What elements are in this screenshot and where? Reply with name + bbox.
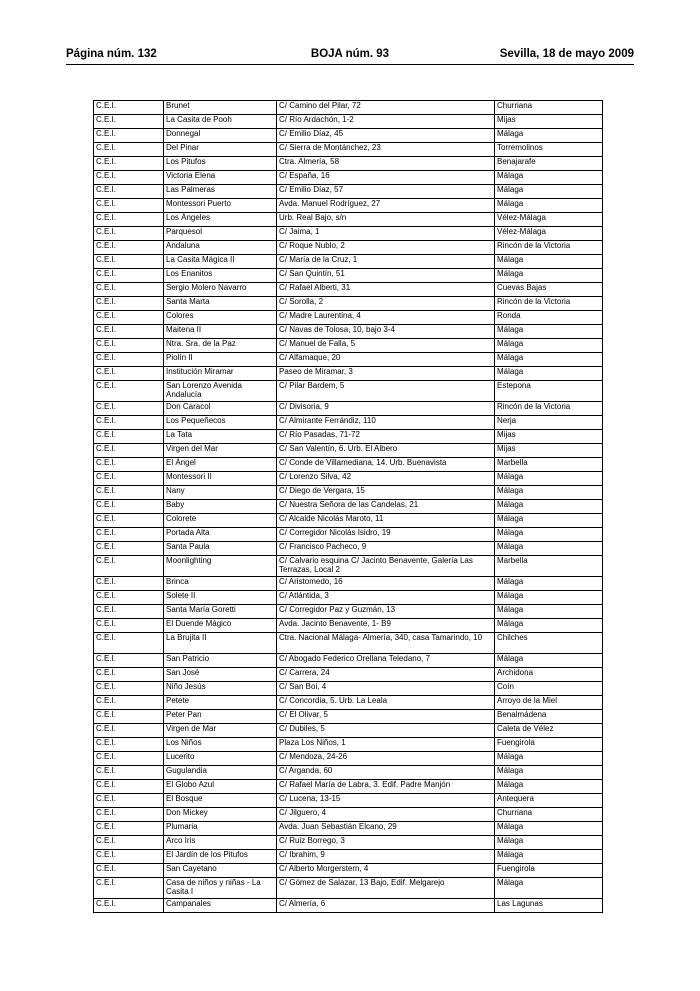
table-row (94, 822, 603, 836)
table-row (94, 458, 603, 472)
center-name-cell: Victoria Elena (164, 171, 277, 185)
center-name-cell: Arco Iris (164, 836, 277, 850)
center-locality-cell: Mijas (495, 430, 603, 444)
center-locality-cell: Málaga (495, 339, 603, 353)
center-type-cell: C.E.I. (94, 255, 164, 269)
center-locality-cell: Málaga (495, 850, 603, 864)
center-address-cell: Plaza Los Niños, 1 (277, 738, 495, 752)
center-locality-cell: Málaga (495, 780, 603, 794)
table-row (94, 668, 603, 682)
center-type-cell: C.E.I. (94, 850, 164, 864)
center-address-cell: C/ Manuel de Falla, 5 (277, 339, 495, 353)
center-locality-cell: Málaga (495, 528, 603, 542)
center-name-cell: El Duende Mágico (164, 619, 277, 633)
center-address-cell: C/ Gómez de Salazar, 13 Bajo, Edif. Melgarejo (277, 878, 495, 899)
center-address-cell: C/ Ibrahim, 9 (277, 850, 495, 864)
center-locality-cell: Málaga (495, 185, 603, 199)
center-address-cell: C/ España, 16 (277, 171, 495, 185)
center-locality-cell: Málaga (495, 472, 603, 486)
table-row (94, 682, 603, 696)
center-name-cell: La Brujita II (164, 633, 277, 654)
table-row (94, 591, 603, 605)
center-locality-cell: Málaga (495, 654, 603, 668)
table-row (94, 836, 603, 850)
center-type-cell: C.E.I. (94, 514, 164, 528)
table-row (94, 129, 603, 143)
table-row (94, 808, 603, 822)
center-name-cell: El Globo Azul (164, 780, 277, 794)
center-address-cell: C/ Corregidor Nicolás Isidro, 19 (277, 528, 495, 542)
center-type-cell: C.E.I. (94, 822, 164, 836)
center-name-cell: Los Pequeñecos (164, 416, 277, 430)
center-type-cell: C.E.I. (94, 500, 164, 514)
center-address-cell: C/ Almirante Ferrándiz, 110 (277, 416, 495, 430)
center-locality-cell: Málaga (495, 766, 603, 780)
center-type-cell: C.E.I. (94, 794, 164, 808)
table-row (94, 143, 603, 157)
table-row (94, 339, 603, 353)
table-row (94, 542, 603, 556)
center-type-cell: C.E.I. (94, 556, 164, 577)
center-locality-cell: Málaga (495, 542, 603, 556)
center-locality-cell: Vélez-Málaga (495, 227, 603, 241)
table-row (94, 472, 603, 486)
center-locality-cell: Málaga (495, 591, 603, 605)
center-type-cell: C.E.I. (94, 297, 164, 311)
center-name-cell: Gugulandia (164, 766, 277, 780)
center-locality-cell: Málaga (495, 199, 603, 213)
center-type-cell: C.E.I. (94, 339, 164, 353)
table-row (94, 101, 603, 115)
center-address-cell: Avda. Manuel Rodríguez, 27 (277, 199, 495, 213)
table-row (94, 710, 603, 724)
center-type-cell: C.E.I. (94, 402, 164, 416)
table-row (94, 115, 603, 129)
center-locality-cell: Caleta de Vélez (495, 724, 603, 738)
center-name-cell: Santa Paula (164, 542, 277, 556)
center-type-cell: C.E.I. (94, 430, 164, 444)
center-address-cell: C/ Atlántida, 3 (277, 591, 495, 605)
center-type-cell: C.E.I. (94, 458, 164, 472)
center-locality-cell: Mijas (495, 444, 603, 458)
center-name-cell: Los Ángeles (164, 213, 277, 227)
center-locality-cell: Málaga (495, 878, 603, 899)
center-type-cell: C.E.I. (94, 864, 164, 878)
center-locality-cell: Rincón de la Victoria (495, 241, 603, 255)
center-locality-cell: Málaga (495, 129, 603, 143)
center-name-cell: La Tata (164, 430, 277, 444)
center-address-cell: C/ Corregidor Paz y Guzmán, 13 (277, 605, 495, 619)
table-row (94, 402, 603, 416)
center-type-cell: C.E.I. (94, 738, 164, 752)
center-address-cell: C/ Rafael Alberti, 31 (277, 283, 495, 297)
center-address-cell: Avda. Jacinto Benavente, 1- B9 (277, 619, 495, 633)
center-address-cell: C/ Camino del Pilar, 72 (277, 101, 495, 115)
table-row (94, 878, 603, 899)
table-row (94, 227, 603, 241)
center-type-cell: C.E.I. (94, 752, 164, 766)
center-name-cell: San Cayetano (164, 864, 277, 878)
center-address-cell: Ctra. Almería, 58 (277, 157, 495, 171)
center-locality-cell: Mijas (495, 115, 603, 129)
center-type-cell: C.E.I. (94, 157, 164, 171)
publication-date: Sevilla, 18 de mayo 2009 (499, 48, 634, 60)
center-locality-cell: Málaga (495, 269, 603, 283)
center-address-cell: C/ Sorolla, 2 (277, 297, 495, 311)
center-locality-cell: Torremolinos (495, 143, 603, 157)
center-address-cell: C/ San Boi, 4 (277, 682, 495, 696)
table-row (94, 241, 603, 255)
center-locality-cell: Arroyo de la Miel (495, 696, 603, 710)
center-type-cell: C.E.I. (94, 780, 164, 794)
center-address-cell: Urb. Real Bajo, s/n (277, 213, 495, 227)
center-address-cell: C/ Calvario esquina C/ Jacinto Benavente, Galería Las Terrazas, Local 2 (277, 556, 495, 577)
center-name-cell: Del Pinar (164, 143, 277, 157)
center-type-cell: C.E.I. (94, 633, 164, 654)
center-locality-cell: Málaga (495, 577, 603, 591)
table-row (94, 899, 603, 913)
center-locality-cell: Ronda (495, 311, 603, 325)
center-locality-cell: Málaga (495, 752, 603, 766)
center-type-cell: C.E.I. (94, 143, 164, 157)
center-type-cell: C.E.I. (94, 241, 164, 255)
center-address-cell: C/ Roque Nublo, 2 (277, 241, 495, 255)
center-type-cell: C.E.I. (94, 696, 164, 710)
table-row (94, 738, 603, 752)
center-locality-cell: Archidona (495, 668, 603, 682)
center-address-cell: C/ Mendoza, 24-26 (277, 752, 495, 766)
center-type-cell: C.E.I. (94, 605, 164, 619)
table-row (94, 199, 603, 213)
center-name-cell: El Jardín de los Pitufos (164, 850, 277, 864)
center-type-cell: C.E.I. (94, 682, 164, 696)
table-row (94, 430, 603, 444)
page-header (66, 46, 634, 65)
table-row (94, 416, 603, 430)
center-name-cell: La Casita Mágica II (164, 255, 277, 269)
centers-table (93, 100, 603, 913)
center-type-cell: C.E.I. (94, 528, 164, 542)
center-address-cell: C/ Río Ardachón, 1-2 (277, 115, 495, 129)
center-address-cell: Avda. Juan Sebastián Elcano, 29 (277, 822, 495, 836)
center-name-cell: Virgen de Mar (164, 724, 277, 738)
table-row (94, 577, 603, 591)
center-name-cell: Colorete (164, 514, 277, 528)
center-type-cell: C.E.I. (94, 213, 164, 227)
center-name-cell: Solete II (164, 591, 277, 605)
center-locality-cell: Málaga (495, 353, 603, 367)
center-address-cell: C/ Alberto Morgerstern, 4 (277, 864, 495, 878)
center-name-cell: Baby (164, 500, 277, 514)
center-type-cell: C.E.I. (94, 724, 164, 738)
center-name-cell: Piolín II (164, 353, 277, 367)
center-locality-cell: Estepona (495, 381, 603, 402)
center-type-cell: C.E.I. (94, 766, 164, 780)
center-type-cell: C.E.I. (94, 129, 164, 143)
table-row (94, 185, 603, 199)
center-name-cell: San Patricio (164, 654, 277, 668)
center-type-cell: C.E.I. (94, 381, 164, 402)
center-type-cell: C.E.I. (94, 899, 164, 913)
center-locality-cell: Rincón de la Victoria (495, 297, 603, 311)
center-address-cell: C/ Emilio Díaz, 57 (277, 185, 495, 199)
center-address-cell: C/ Lucena, 13-15 (277, 794, 495, 808)
table-row (94, 633, 603, 654)
center-address-cell: C/ Emilio Díaz, 45 (277, 129, 495, 143)
center-type-cell: C.E.I. (94, 101, 164, 115)
center-address-cell: C/ Arganda, 60 (277, 766, 495, 780)
center-address-cell: C/ Francisco Pacheco, 9 (277, 542, 495, 556)
center-name-cell: Brunet (164, 101, 277, 115)
center-locality-cell: Málaga (495, 171, 603, 185)
center-name-cell: Los Pitufos (164, 157, 277, 171)
center-name-cell: Andaluna (164, 241, 277, 255)
center-locality-cell: Málaga (495, 367, 603, 381)
center-name-cell: Las Palmeras (164, 185, 277, 199)
center-locality-cell: Málaga (495, 500, 603, 514)
center-type-cell: C.E.I. (94, 486, 164, 500)
table-row (94, 325, 603, 339)
center-type-cell: C.E.I. (94, 311, 164, 325)
center-locality-cell: Benajarafe (495, 157, 603, 171)
table-row (94, 794, 603, 808)
center-name-cell: Virgen del Mar (164, 444, 277, 458)
center-address-cell: C/ Divisoria, 9 (277, 402, 495, 416)
center-name-cell: Donnegal (164, 129, 277, 143)
center-address-cell: C/ San Valentín, 6. Urb. El Albero (277, 444, 495, 458)
table-row (94, 500, 603, 514)
center-type-cell: C.E.I. (94, 878, 164, 899)
center-locality-cell: Málaga (495, 605, 603, 619)
center-locality-cell: Málaga (495, 619, 603, 633)
center-locality-cell: Vélez-Málaga (495, 213, 603, 227)
table-row (94, 213, 603, 227)
center-name-cell: Don Caracol (164, 402, 277, 416)
center-locality-cell: Antequera (495, 794, 603, 808)
table-row (94, 157, 603, 171)
center-name-cell: Moonlighting (164, 556, 277, 577)
center-address-cell: C/ Madre Laurentina, 4 (277, 311, 495, 325)
table-row (94, 486, 603, 500)
center-address-cell: C/ Concordia, 5. Urb. La Leala (277, 696, 495, 710)
center-locality-cell: Rincón de la Victoria (495, 402, 603, 416)
center-locality-cell: Málaga (495, 514, 603, 528)
center-address-cell: C/ María de la Cruz, 1 (277, 255, 495, 269)
center-name-cell: Los Niños (164, 738, 277, 752)
center-type-cell: C.E.I. (94, 472, 164, 486)
center-address-cell: C/ Diego de Vergara, 15 (277, 486, 495, 500)
table-row (94, 780, 603, 794)
center-type-cell: C.E.I. (94, 416, 164, 430)
table-row (94, 311, 603, 325)
table-row (94, 514, 603, 528)
center-address-cell: C/ Sierra de Montánchez, 23 (277, 143, 495, 157)
center-address-cell: C/ Carrera, 24 (277, 668, 495, 682)
center-type-cell: C.E.I. (94, 836, 164, 850)
center-locality-cell: Málaga (495, 325, 603, 339)
center-name-cell: Peter Pan (164, 710, 277, 724)
table-row (94, 619, 603, 633)
center-address-cell: C/ Jaima, 1 (277, 227, 495, 241)
center-name-cell: San José (164, 668, 277, 682)
center-locality-cell: Málaga (495, 822, 603, 836)
center-address-cell: C/ Pilar Bardem, 5 (277, 381, 495, 402)
center-name-cell: Brinca (164, 577, 277, 591)
table-row (94, 367, 603, 381)
center-type-cell: C.E.I. (94, 171, 164, 185)
center-type-cell: C.E.I. (94, 668, 164, 682)
center-locality-cell: Málaga (495, 486, 603, 500)
center-address-cell: Paseo de Miramar, 3 (277, 367, 495, 381)
table-row (94, 171, 603, 185)
center-type-cell: C.E.I. (94, 591, 164, 605)
center-address-cell: C/ Alfamaque, 20 (277, 353, 495, 367)
center-name-cell: Lucerito (164, 752, 277, 766)
center-name-cell: Santa Marta (164, 297, 277, 311)
center-locality-cell: Nerja (495, 416, 603, 430)
center-type-cell: C.E.I. (94, 269, 164, 283)
table-row (94, 864, 603, 878)
center-address-cell: C/ Conde de Villamediana, 14. Urb. Buenavista (277, 458, 495, 472)
center-type-cell: C.E.I. (94, 444, 164, 458)
center-type-cell: C.E.I. (94, 542, 164, 556)
center-type-cell: C.E.I. (94, 619, 164, 633)
center-name-cell: Niño Jesús (164, 682, 277, 696)
center-address-cell: C/ Aristomedo, 16 (277, 577, 495, 591)
center-name-cell: Los Enanitos (164, 269, 277, 283)
center-locality-cell: Coín (495, 682, 603, 696)
center-address-cell: C/ Nuestra Señora de las Candelas, 21 (277, 500, 495, 514)
table-row (94, 269, 603, 283)
center-address-cell: C/ Río Pasadas, 71-72 (277, 430, 495, 444)
center-name-cell: Petete (164, 696, 277, 710)
table-row (94, 850, 603, 864)
center-locality-cell: Fuengirola (495, 738, 603, 752)
center-locality-cell: Marbella (495, 458, 603, 472)
center-address-cell: Ctra. Nacional Málaga- Almería, 340, casa Tamarindo, 10 (277, 633, 495, 654)
center-locality-cell: Fuengirola (495, 864, 603, 878)
center-address-cell: C/ Navas de Tolosa, 10, bajo 3-4 (277, 325, 495, 339)
center-type-cell: C.E.I. (94, 353, 164, 367)
table-row (94, 556, 603, 577)
table-row (94, 605, 603, 619)
table-row (94, 297, 603, 311)
center-locality-cell: Málaga (495, 255, 603, 269)
page-number: Página núm. 132 (66, 48, 157, 60)
center-type-cell: C.E.I. (94, 808, 164, 822)
table-row (94, 444, 603, 458)
center-address-cell: C/ Rafael María de Labra, 3. Edif. Padre Manjón (277, 780, 495, 794)
center-address-cell: C/ Almería, 6 (277, 899, 495, 913)
center-type-cell: C.E.I. (94, 283, 164, 297)
center-locality-cell: Chilches (495, 633, 603, 654)
table-row (94, 255, 603, 269)
center-locality-cell: Churriana (495, 101, 603, 115)
center-address-cell: C/ Jilguero, 4 (277, 808, 495, 822)
center-address-cell: C/ San Quintín, 51 (277, 269, 495, 283)
table-row (94, 724, 603, 738)
center-name-cell: El Bosque (164, 794, 277, 808)
center-type-cell: C.E.I. (94, 325, 164, 339)
center-locality-cell: Cuevas Bajas (495, 283, 603, 297)
center-type-cell: C.E.I. (94, 654, 164, 668)
center-locality-cell: Las Lagunas (495, 899, 603, 913)
center-locality-cell: Málaga (495, 836, 603, 850)
center-name-cell: Casa de niños y niñas - La Casita I (164, 878, 277, 899)
center-type-cell: C.E.I. (94, 199, 164, 213)
center-name-cell: Don Mickey (164, 808, 277, 822)
center-name-cell: Campanales (164, 899, 277, 913)
center-name-cell: San Lorenzo Avenida Andalucía (164, 381, 277, 402)
center-name-cell: Sergio Molero Navarro (164, 283, 277, 297)
center-name-cell: Ntra. Sra. de la Paz (164, 339, 277, 353)
table-row (94, 283, 603, 297)
center-address-cell: C/ Lorenzo Silva, 42 (277, 472, 495, 486)
center-name-cell: Montessori II (164, 472, 277, 486)
center-name-cell: Nany (164, 486, 277, 500)
center-type-cell: C.E.I. (94, 367, 164, 381)
center-address-cell: C/ Dubiles, 5 (277, 724, 495, 738)
table-row (94, 696, 603, 710)
center-name-cell: Parquesol (164, 227, 277, 241)
center-address-cell: C/ El Olivar, 5 (277, 710, 495, 724)
center-locality-cell: Benalmádena (495, 710, 603, 724)
center-type-cell: C.E.I. (94, 115, 164, 129)
centers-table-body (94, 101, 603, 913)
center-name-cell: Portada Alta (164, 528, 277, 542)
journal-issue: BOJA núm. 93 (310, 48, 390, 60)
table-row (94, 654, 603, 668)
center-name-cell: Colores (164, 311, 277, 325)
center-name-cell: Montessori Puerto (164, 199, 277, 213)
center-name-cell: Plumaria (164, 822, 277, 836)
table-row (94, 752, 603, 766)
center-type-cell: C.E.I. (94, 227, 164, 241)
table-row (94, 353, 603, 367)
center-type-cell: C.E.I. (94, 577, 164, 591)
table-row (94, 766, 603, 780)
center-type-cell: C.E.I. (94, 710, 164, 724)
center-locality-cell: Marbella (495, 556, 603, 577)
center-address-cell: C/ Abogado Federico Orellana Teledano, 7 (277, 654, 495, 668)
center-locality-cell: Churriana (495, 808, 603, 822)
center-name-cell: Institución Miramar (164, 367, 277, 381)
center-name-cell: Santa María Goretti (164, 605, 277, 619)
center-name-cell: El Ángel (164, 458, 277, 472)
table-row (94, 381, 603, 402)
center-address-cell: C/ Ruiz Borrego, 3 (277, 836, 495, 850)
table-row (94, 528, 603, 542)
center-name-cell: La Casita de Pooh (164, 115, 277, 129)
center-type-cell: C.E.I. (94, 185, 164, 199)
center-address-cell: C/ Alcalde Nicolás Maroto, 11 (277, 514, 495, 528)
center-name-cell: Maitena II (164, 325, 277, 339)
